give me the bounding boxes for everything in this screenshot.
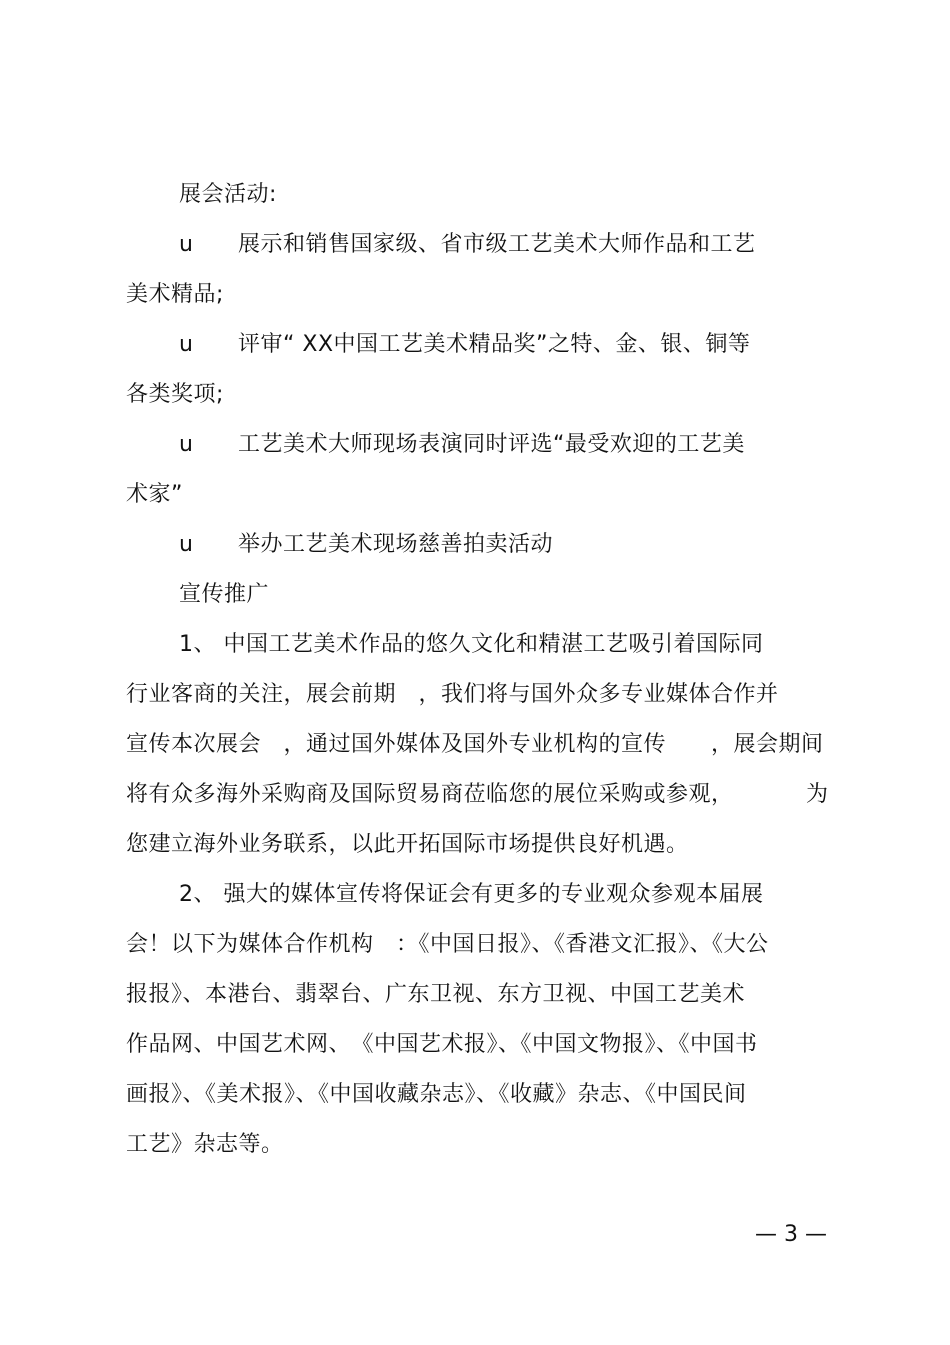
paragraph-1-line: 宣传本次展会 ，通过国外媒体及国外专业机构的宣传 ，展会期间 xyxy=(126,732,824,757)
bullet-item-4-line1: 举办工艺美术现场慈善拍卖活动 xyxy=(238,532,554,557)
paragraph-2-line: 报报》、本港台、翡翠台、广东卫视、东方卫视、中国工艺美术 xyxy=(126,982,746,1007)
page-number: — 3 — xyxy=(755,1222,827,1247)
paragraph-2-line: 会！以下为媒体合作机构 ：《中国日报》、《香港文汇报》、《大公 xyxy=(126,932,769,957)
paragraph-1-line: 将有众多海外采购商及国际贸易商莅临您的展位采购或参观， xyxy=(126,782,734,807)
bullet-item-3-line1: 工艺美术大师现场表演同时评选“最受欢迎的工艺美 xyxy=(238,432,745,457)
section-heading-promotion: 宣传推广 xyxy=(179,582,270,607)
paragraph-1-line: 行业客商的关注，展会前期 ，我们将与国外众多专业媒体合作并 xyxy=(126,682,779,707)
paragraph-2-line: 作品网、中国艺术网、 《中国艺术报》、《中国文物报》、《中国书 xyxy=(126,1032,758,1057)
paragraph-1-trailing-char: 为 xyxy=(806,782,829,807)
paragraph-2-line: 工艺》杂志等。 xyxy=(126,1132,284,1157)
bullet-marker: u xyxy=(179,432,193,457)
bullet-item-1-line2: 美术精品; xyxy=(126,282,224,307)
bullet-marker: u xyxy=(179,532,193,557)
paragraph-2-line: 画报》、《美术报》、《中国收藏杂志》、《收藏》杂志、《中国民间 xyxy=(126,1082,747,1107)
paragraph-1-line: 1、 中国工艺美术作品的悠久文化和精湛工艺吸引着国际同 xyxy=(179,632,764,657)
bullet-item-2-line1: 评审“ XX中国工艺美术精品奖”之特、金、银、铜等 xyxy=(238,332,751,357)
bullet-item-1-line1: 展示和销售国家级、省市级工艺美术大师作品和工艺 xyxy=(238,232,756,257)
paragraph-2-line: 2、 强大的媒体宣传将保证会有更多的专业观众参观本届展 xyxy=(179,882,764,907)
bullet-item-2-line2: 各类奖项; xyxy=(126,382,224,407)
bullet-item-3-line2: 术家” xyxy=(126,482,183,507)
section-heading-activities: 展会活动: xyxy=(179,182,277,207)
bullet-marker: u xyxy=(179,232,193,257)
paragraph-1-line: 您建立海外业务联系，以此开拓国际市场提供良好机遇。 xyxy=(126,832,689,857)
bullet-marker: u xyxy=(179,332,193,357)
